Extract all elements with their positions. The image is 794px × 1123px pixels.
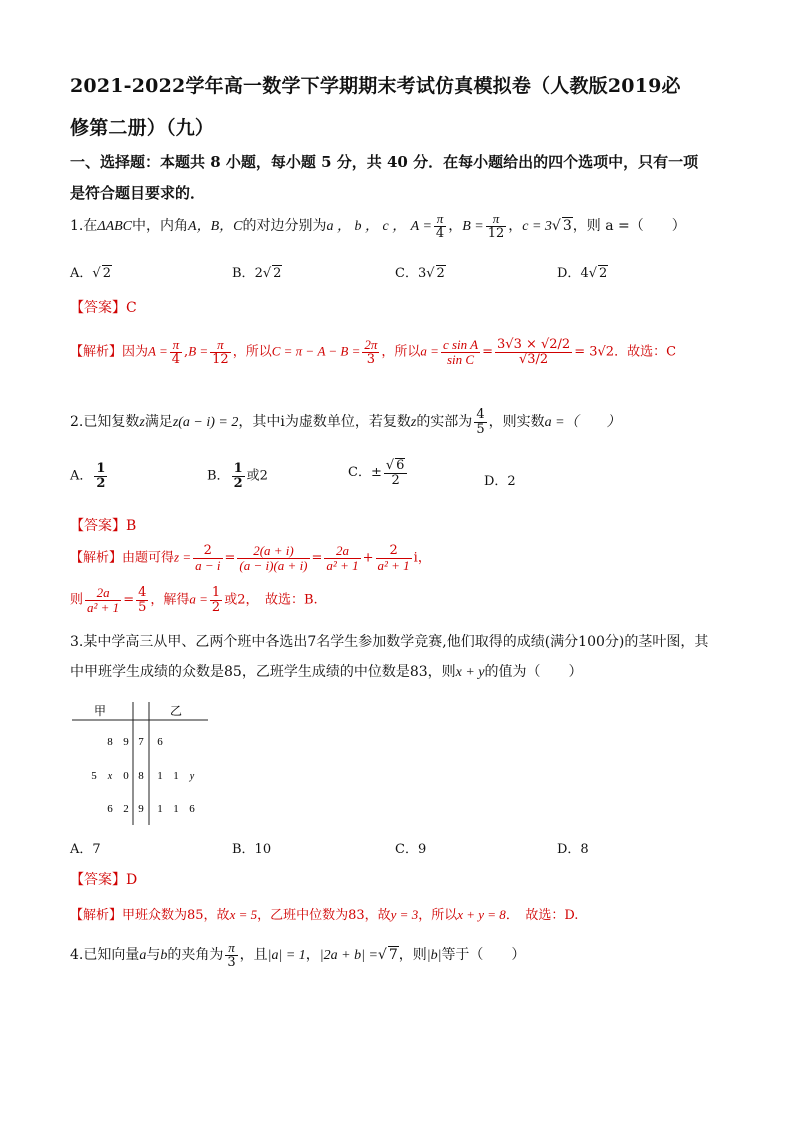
q1-option-a-label: A． [70,266,93,281]
left-leaf: 5 [91,770,97,782]
q2-z2: z [410,415,417,431]
q2-solve: ，解得 [150,592,190,608]
right-leaf: 6 [189,803,195,815]
left-leaf: 8 [107,736,113,748]
q2-option-b [207,462,268,490]
q1-angles: A，B，C [188,219,243,235]
q2-text-c: ，其中i为虚数单位，若复数 [238,414,411,431]
q2-option-b-label: B． [207,468,230,484]
question-1-stem: 1.在ΔABC中，内角A，B，C的对边分别为a ， b ， c ， A = $\frac{\pi}{4}$ ，B = $\frac{\pi}{12}$ ，c = 3√ 3，则 a =（ ） [70,211,686,241]
q1-B-den: 12 [487,225,505,241]
q1-sol-a: 因为 [122,344,149,360]
q1-option-c-coef: 3 [417,266,427,281]
q2-real-part-frac [474,408,486,436]
q2-text-d: 的实部为 [416,414,473,431]
q1-prefix: 1.在 [70,218,98,235]
q2-sol-f5-den: a² + 1 [87,599,120,615]
q1-option-c-label: C． [395,266,418,281]
q2-sol-f2-num: 2(a + i) [237,544,309,559]
q4-angle-frac [225,941,237,969]
q2-option-c-den: 2 [391,472,400,488]
q2-a-sol: a = [189,591,208,607]
q3-xy8: x + y = 8 [457,907,506,922]
q1-sol-result: = 3√2． [574,344,628,360]
q1-option-b-radicand: 2 [273,266,282,281]
q2-cond: z(a − i) = 2 [172,415,239,431]
question-4-stem: 4.已知向量a与b的夹角为 $\frac{\pi}{3}$ ，且|a| = 1，|2a + b| =√ 7，则|b|等于（ ） [70,940,526,970]
q4-radicand: 7 [388,947,398,964]
question-3-stem-line1: 3.某中学高三从甲、乙两个班中各选出7名学生参加数学竞赛,他们取得的成绩(满分100分)的茎叶图，其 [70,634,709,650]
q1-sol-b: ，所以 [232,344,272,360]
q2-option-b-frac [232,462,245,490]
stem-leaf-plot [70,700,215,830]
q3-answer [70,869,137,889]
q1-sol-C-den: 3 [366,351,376,367]
q1-solution: 【解析】因为A = $\frac{\pi}{4}$ ,B = $\frac{\pi}{12}$ ，所以C = π − A − B = $\frac{2\pi}{3}$ ，所以a = $\frac{\text{c sin A}}{\text{sin C}}$ = $\frac{3√3 \times √2/2}{√3/2}$ = 3√2．故选：C [70,337,677,367]
q4-text-c: ，且 [239,947,268,964]
q4-angle-num: π [225,941,237,956]
q1-B-num: π [486,212,507,227]
q2-sol-f1-den: a − i [195,557,221,573]
q2-real-num: 4 [476,407,485,422]
q2-solution-line1: 【解析】由题可得z = $\frac{2}{a - i}$ = $\frac{2(a + i)}{(a - i)(a + i)}$ = $\frac{2a}{\text{a² + 1}}$ + $\frac{2}{\text{a² + 1}}$ i， [70,543,431,573]
q1-option-d: D．4√ 2 [557,266,608,281]
q2-option-a [70,462,109,490]
q4-angle-den: 3 [227,954,236,970]
analysis-label-3: 【解析】 [70,908,123,923]
q2-sol-f2-den: (a − i)(a + i) [239,557,308,573]
q2-option-a-den: 2 [96,475,106,491]
stem-leaf-rows [91,736,195,815]
q2-sol-f3 [324,544,360,572]
q2-option-a-frac [94,462,107,490]
q1-option-c: C．3√ 2 [395,266,445,281]
q3-option-b: B．10 [232,842,272,857]
q1-ask: ，则 a =（ ） [572,218,686,235]
q3-option-c: C．9 [395,842,427,857]
q4-with: 与 [146,947,161,964]
q2-sol-f6-den: 5 [138,599,147,615]
q4-ask: 等于（ ） [441,947,526,964]
q1-option-b-label: B． [232,266,255,281]
q4-abs-b: |b| [426,948,442,964]
q1-c-radicand: 3 [562,218,572,235]
q3-solution [70,904,578,923]
q2-sol-a: 由题可得 [122,550,175,566]
q1-sol-A-num: π [170,338,182,353]
q1-sol-big-den: √3/2 [519,351,549,367]
q1-option-b: B．2√ 2 [232,266,282,281]
q2-answer [70,515,136,535]
q1-A-den: 4 [435,225,445,241]
q1-B-fraction [486,212,507,240]
q1-sol-c: C = π − A − B = [271,343,361,359]
q1-sol-A-den: 4 [171,351,181,367]
q2-option-c-label: C．± [348,465,382,481]
answer-label-3: 【答案】 [70,872,126,888]
right-leaf: 1 [157,803,163,815]
q1-sides: a ， b ， c ， [326,219,407,235]
answer-label-2: 【答案】 [70,518,126,534]
q1-option-d-coef: 4 [580,266,589,281]
q2-sol-f3-num: 2a [324,544,360,559]
left-leaf: x [107,771,113,782]
q2-option-b-extra: 或2 [246,468,268,484]
q1-text-a: 中，内角 [132,218,189,235]
q1-sol-A-frac [170,338,182,366]
q1-answer-value: C [126,300,137,316]
q4-text-b: 的夹角为 [167,947,224,964]
left-leaf: 9 [123,736,129,748]
q2-sol-f4 [376,544,412,572]
q2-sol-f2 [237,544,309,572]
q1-sol-B-num: π [210,338,231,353]
right-leaf: y [189,771,195,782]
q2-z: z [139,415,145,431]
q2-option-a-num: 1 [96,461,106,476]
q2-answer-value: B [126,518,137,534]
q1-sol-B-frac [210,338,231,366]
q1-sol-big-frac [495,338,572,366]
q1-sol-B: B = [188,343,209,359]
right-leaf: 1 [173,770,179,782]
analysis-label-2: 【解析】 [70,550,123,566]
q2-sol-f5-num: 2a [85,586,121,601]
q2-sol-f3-den: a² + 1 [326,557,359,573]
paper-title-line2: 修第二册）（九） [70,117,215,139]
stem-leaf-header-left: 甲 [93,704,107,718]
q3-option-a: A．7 [70,842,101,857]
q2-option-c-radicand: 6 [396,458,405,473]
q3-line2-tail: 的值为（ ） [484,664,583,680]
q1-sol-B-den: 12 [212,351,229,367]
left-leaf: 2 [123,803,129,815]
q1-A-eq: A = [410,219,432,235]
stem-leaf-header-right: 乙 [169,704,183,718]
section-heading-line2: 是符合题目要求的． [70,184,206,202]
q2-sol-z: z = [174,549,192,565]
q2-option-c-num: √ 6 [384,458,408,474]
q4-comma: ， [305,947,320,964]
q2-sol-f1 [193,544,222,572]
right-leaf: 1 [157,770,163,782]
q2-solution-line2: 则 $\frac{2a}{\text{a² + 1}}$ = $\frac{4}{5}$ ，解得a = $\frac{1}{2}$ 或2， 故选：B. [70,585,318,615]
q1-sol-sine-den: sin C [446,351,475,367]
q1-sol-sine-num: c sin A [442,337,479,352]
q1-B-eq: B = [462,219,484,235]
q2-sol-f1-num: 2 [193,544,222,559]
q2-text-a: 2.已知复数 [70,414,140,431]
q4-text-a: 4.已知向量 [70,947,140,964]
q4-abs-2ab: |2a + b| = [319,948,378,964]
q2-sol-f7-num: 1 [211,585,221,600]
stem-value: 7 [138,736,144,748]
q1-sol-A: A = [148,343,168,359]
q3-option-d: D．8 [557,842,589,857]
q1-sol-d: ，所以 [381,344,421,360]
section-heading-line1: 一、选择题：本题共 8 小题，每小题 5 分，共 40 分．在每小题给出的四个选项中，只有一项 [70,153,699,171]
q2-option-c-frac [384,458,408,487]
paper-title-line1: 2021-2022学年高一数学下学期期末考试仿真模拟卷（人教版2019必 [70,75,681,97]
q2-sol-f6 [136,586,148,614]
q2-sol-f4-num: 2 [376,544,412,559]
q2-sol-tail: i， [413,550,431,566]
q1-c-eq: c = 3 [522,219,552,235]
q3-sol-b: ，乙班中位数为83，故 [257,908,391,923]
q4-vec-a: a [139,948,147,964]
right-leaf: 1 [173,803,179,815]
q2-option-b-num: 1 [233,461,243,476]
q2-sol-f7 [210,586,222,614]
q4-text-d: ，则 [398,947,427,964]
q3-choose: ． 故选：D. [505,908,579,923]
q2-sol-f6-num: 4 [138,585,147,600]
q2-real-den: 5 [476,421,485,437]
q1-text-b: 的对边分别为 [242,218,327,235]
q2-option-a-label: A． [70,468,93,484]
q3-sol-a: 甲班众数为85，故 [122,908,230,923]
q2-choose: 故选：B. [265,592,318,608]
q4-abs-a: |a| = 1 [267,948,306,964]
q2-text-e: ，则实数 [488,414,545,431]
q1-sol-big-num: 3√3 × √2/2 [497,337,571,352]
q1-sol-sine-frac [441,338,480,366]
answer-label: 【答案】 [70,300,126,316]
q1-option-d-label: D． [557,266,581,281]
q2-sol-f4-den: a² + 1 [377,557,410,573]
q3-line2: 中甲班学生成绩的众数是85，乙班学生成绩的中位数是83，则 [70,664,456,680]
q2-option-c [348,458,409,487]
q2-sol-f7-den: 2 [211,599,221,615]
q2-sol-f5 [85,586,121,614]
right-leaf: 6 [157,736,163,748]
question-3-stem-line2 [70,661,583,681]
q3-xy: x + y [455,665,485,680]
q1-sol-C-frac [362,338,379,366]
q3-y3: y = 3 [390,907,419,922]
q3-x5: x = 5 [229,907,258,922]
q2-ask: a =（ ） [544,415,621,431]
stem-value: 8 [138,770,144,782]
q1-sol-a-eq: a = [420,343,439,359]
left-leaf: 0 [123,770,129,782]
q4-vec-b: b [160,948,168,964]
q1-option-b-coef: 2 [254,266,263,281]
q1-option-d-radicand: 2 [599,266,608,281]
q1-answer [70,297,137,317]
q2-option-d: D．2 [484,474,516,489]
q2-option-b-den: 2 [233,475,243,491]
q1-A-fraction [434,212,446,240]
q1-triangle: ΔABC [97,219,133,235]
q1-sol-C-num: 2π [364,337,378,352]
left-leaf: 6 [107,803,113,815]
q1-option-a: A．√ 2 [70,266,111,281]
q1-option-a-radicand: 2 [102,266,111,281]
q1-option-c-radicand: 2 [436,266,445,281]
q3-answer-value: D [126,872,138,888]
q2-text-b: 满足 [144,414,173,431]
q1-sol-choose: 故选：C [627,344,677,360]
question-2-stem [70,408,621,436]
q1-A-num: π [434,212,446,227]
q2-or2: 或2， [224,592,252,608]
stem-value: 9 [138,803,144,815]
q2-then: 则 [70,592,84,608]
analysis-label: 【解析】 [70,344,123,360]
q3-sol-c: ，所以 [418,908,458,923]
